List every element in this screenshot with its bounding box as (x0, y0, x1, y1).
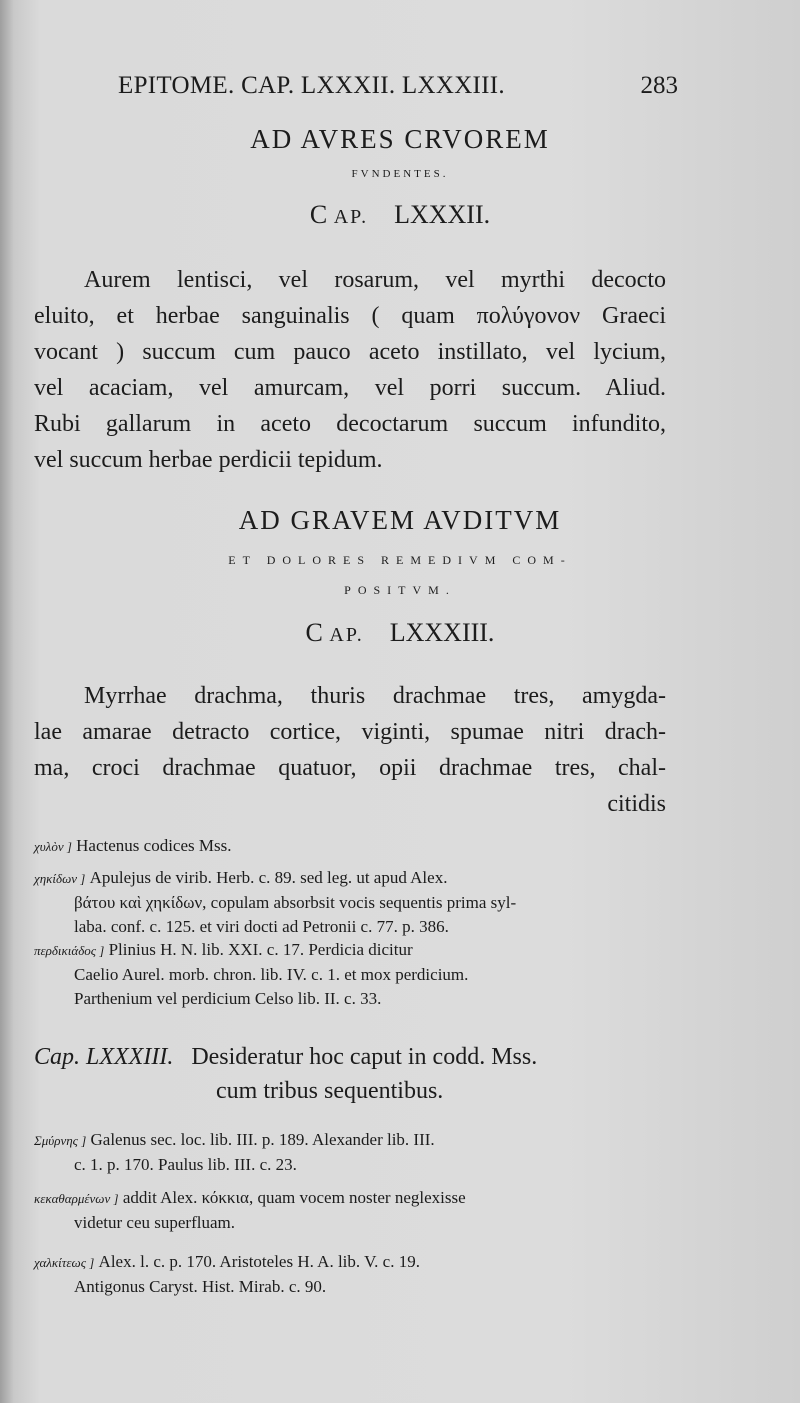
text-line: Myrrhae drachma, thuris drachmae tres, amygda- (84, 683, 666, 709)
text-line: Aurem lentisci, vel rosarum, vel myrthi decocto (84, 267, 666, 293)
footnote-line: Parthenium vel perdicium Celso lib. II. c. 33. (74, 989, 382, 1008)
footnote-line: Plinius H. N. lib. XXI. c. 17. Perdicia dicitur (108, 940, 413, 959)
footnote-lemma: κεκαθαρμένων ] (34, 1191, 119, 1206)
footnote-line: βάτου καὶ χηκίδων, copulam absorbsit vocis sequentis prima syl- (74, 893, 517, 912)
page-number: 283 (640, 72, 678, 99)
footnote-lemma: χαλκίτεως ] (34, 1255, 95, 1270)
text-line: Rubi gallarum in aceto decoctarum succum infundito, (34, 411, 666, 437)
footnote (34, 866, 666, 939)
section2-chapter-title (0, 618, 800, 648)
text-line: lae amarae detracto cortice, viginti, spumae nitri drach- (34, 719, 666, 745)
footnote-line: Apulejus de virib. Herb. c. 89. sed leg. ut apud Alex. (89, 868, 448, 887)
footnote (34, 1250, 666, 1299)
footnote-text: Hactenus codices Mss. (76, 836, 232, 855)
text-line: vel acaciam, vel amurcam, vel porri succum. Aliud. (34, 375, 666, 401)
chapter-number: LXXXIII. (389, 618, 495, 647)
footnote-line: Antigonus Caryst. Hist. Mirab. c. 90. (74, 1277, 327, 1296)
section2-subheading-line2: POSITVM. (344, 583, 456, 597)
footnote-line: Caelio Aurel. morb. chron. lib. IV. c. 1. et mox perdicium. (74, 965, 469, 984)
footnote-line: c. 1. p. 170. Paulus lib. III. c. 23. (74, 1155, 297, 1174)
footnote (34, 1186, 666, 1235)
footnote-lemma: Σμύρνης ] (34, 1133, 87, 1148)
section1-text (34, 262, 666, 478)
running-head (118, 72, 678, 108)
section1-heading: AD AVRES CRVOREM (250, 124, 550, 154)
text-line: citidis (607, 791, 666, 817)
footnote-line: laba. conf. c. 125. et viri docti ad Petronii c. 77. p. 386. (74, 917, 449, 936)
cap-prefix: C (309, 200, 328, 229)
footnote-line: videtur ceu superfluam. (74, 1213, 235, 1232)
cap-ap: AP. (333, 206, 369, 228)
chapter-note (34, 1040, 666, 1108)
footnote-lemma: περδικιάδος ] (34, 943, 105, 958)
footnote-lemma: χηκίδων ] (34, 871, 86, 886)
chapter-note-lead: Cap. LXXXIII. (34, 1044, 174, 1070)
running-head-title: EPITOME. CAP. LXXXII. LXXXIII. (118, 72, 505, 99)
section2-heading: AD GRAVEM AVDITVM (238, 505, 562, 535)
section2-text (34, 678, 666, 822)
text-line: ma, croci drachmae quatuor, opii drachmae tres, chal- (34, 755, 666, 781)
chapter-number: LXXXII. (394, 200, 491, 229)
footnote-line: Alex. l. c. p. 170. Aristoteles H. A. lib. V. c. 19. (98, 1252, 420, 1271)
footnote (34, 1128, 666, 1177)
cap-ap: AP. (329, 624, 364, 646)
chapter-note-line2: cum tribus sequentibus. (216, 1078, 444, 1104)
cap-prefix: C (305, 618, 323, 647)
text-line: vocant ) succum cum pauco aceto instillato, vel lycium, (34, 339, 666, 365)
footnote (34, 834, 666, 859)
text-line: eluito, et herbae sanguinalis ( quam πολύγονον Graeci (34, 303, 666, 329)
section2-subheading-line1: ET DOLORES REMEDIVM COM- (228, 553, 572, 567)
footnote (34, 938, 666, 1011)
footnote-line: addit Alex. κόκκια, quam vocem noster neglexisse (122, 1188, 466, 1207)
section1-chapter-title (0, 200, 800, 230)
footnote-lemma: χυλὸν ] (34, 839, 72, 854)
section1-subheading: FVNDENTES. (351, 168, 449, 180)
chapter-note-line1: Desideratur hoc caput in codd. Mss. (191, 1044, 538, 1070)
footnote-line: Galenus sec. loc. lib. III. p. 189. Alexander lib. III. (90, 1130, 435, 1149)
text-line: vel succum herbae perdicii tepidum. (34, 447, 383, 473)
